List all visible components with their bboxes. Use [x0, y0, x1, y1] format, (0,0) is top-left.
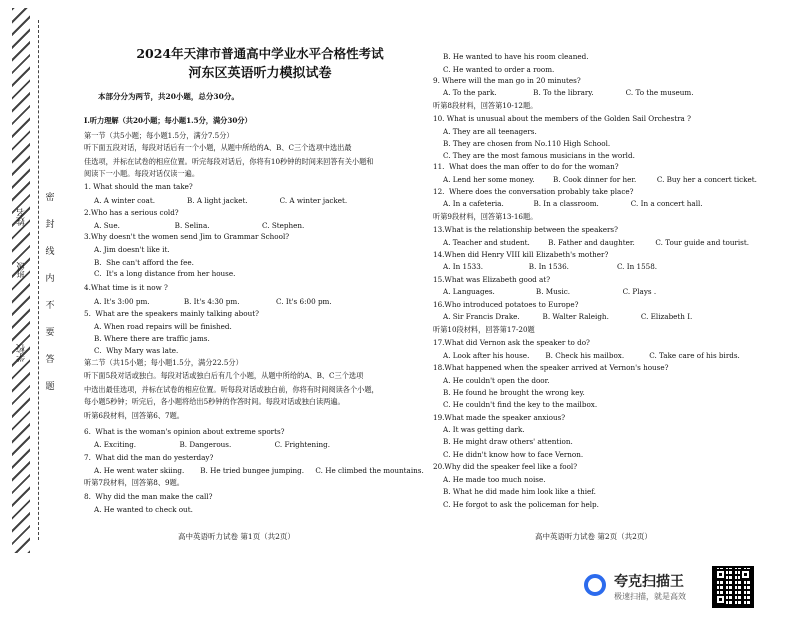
left-text-line: 听第6段材料，回答第6、7题。 — [84, 411, 184, 420]
left-text-line: A. It's 3:00 pm. B. It's 4:30 pm. C. It's 6:00 pm. — [94, 297, 332, 306]
left-text-line: A. When road repairs will be finished. — [94, 322, 232, 331]
left-text-line: 听下面5段对话或独白。每段对话或独白后有几个小题，从题中所给的A、B、C三个选项 — [84, 371, 364, 380]
right-text-line: A. They are all teenagers. — [443, 127, 537, 136]
left-text-line: 第二节（共15小题；每小题1.5分，满分22.5分） — [84, 358, 243, 367]
right-text-line: 听第8段材料，回答第10-12题。 — [433, 101, 538, 110]
exam-subtitle: 河东区英语听力模拟试卷 — [188, 66, 332, 81]
right-text-line: A. In a cafeteria. B. In a classroom. C. In a concert hall. — [443, 199, 703, 208]
seal-char: 要 — [45, 328, 55, 338]
right-text-line: 15.What was Elizabeth good at? — [433, 275, 551, 284]
hatch-pattern — [12, 8, 30, 553]
right-text-line: A. Sir Francis Drake. B. Walter Raleigh. C. Elizabeth I. — [443, 312, 693, 321]
name-label: 姓名 — [17, 208, 27, 226]
scanner-app-name: 夸克扫描王 — [614, 574, 684, 590]
right-text-line: A. Lend her some money. B. Cook dinner for her. C. Buy her a concert ticket. — [443, 175, 757, 184]
left-text-line: 中选出最佳选项，并标在试卷的相应位置。听每段对话或独白前，你将有时间阅读各个小题， — [84, 385, 379, 394]
right-text-line: B. They are chosen from No.110 High School. — [443, 139, 611, 148]
right-text-line: C. He didn't know how to face Vernon. — [443, 450, 584, 459]
left-text-line: 阅读下一小题。每段对话仅读一遍。 — [84, 169, 200, 178]
left-text-line: A. He wanted to check out. — [94, 505, 193, 514]
left-text-line: C. Why Mary was late. — [94, 346, 179, 355]
left-text-line: 3.Why doesn't the women send Jim to Grammar School? — [84, 232, 290, 241]
left-text-line: 第一节（共5小题；每小题1.5分，满分7.5分） — [84, 131, 234, 140]
seal-dashed-line — [38, 20, 39, 540]
right-text-line: B. He found he brought the wrong key. — [443, 388, 585, 397]
seal-char: 答 — [45, 355, 55, 365]
seal-char: 封 — [45, 220, 55, 230]
school-label: 学校 — [17, 344, 27, 362]
right-text-line: A. To the park. B. To the library. C. To the museum. — [443, 88, 694, 97]
exam-title: 2024年天津市普通高中学业水平合格性考试 — [136, 46, 384, 61]
right-text-line: 听第10段材料，回答第17-20题 — [433, 325, 535, 334]
left-text-line: 1. What should the man take? — [84, 182, 193, 191]
right-text-line: A. Teacher and student. B. Father and daughter. C. Tour guide and tourist. — [443, 238, 750, 247]
right-text-line: 20.Why did the speaker feel like a fool? — [433, 462, 578, 471]
right-text-line: A. Look after his house. B. Check his mailbox. C. Take care of his birds. — [443, 351, 740, 360]
left-text-line: A. Jim doesn't like it. — [94, 245, 170, 254]
right-text-line: B. What he did made him look like a thief. — [443, 487, 596, 496]
right-text-line: 18.What happened when the speaker arrived at Vernon's house? — [433, 363, 669, 372]
qr-finder — [715, 594, 726, 605]
left-text-line: 5. What are the speakers mainly talking about? — [84, 309, 259, 318]
scanner-slogan: 极速扫描，就是高效 — [614, 592, 686, 601]
right-text-line: C. They are the most famous musicians in the world. — [443, 151, 635, 160]
binding-margin — [8, 0, 68, 560]
left-text-line: B. She can't afford the fee. — [94, 258, 194, 267]
left-text-line: C. It's a long distance from her house. — [94, 269, 236, 278]
left-text-line: A. Exciting. B. Dangerous. C. Frightening. — [94, 440, 331, 449]
right-text-line: 16.Who introduced potatoes to Europe? — [433, 300, 579, 309]
left-text-line: 听第7段材料，回答第8、9题。 — [84, 478, 184, 487]
right-text-line: 10. What is unusual about the members of the Golden Sail Orchestra ? — [433, 114, 691, 123]
right-text-line: 12. Where does the conversation probably take place? — [433, 187, 634, 196]
qr-code-icon — [712, 566, 754, 608]
left-text-line: 6. What is the woman's opinion about extreme sports? — [84, 427, 285, 436]
page-footer-left: 高中英语听力试卷 第1页（共2页） — [178, 532, 295, 541]
left-text-line: B. Where there are traffic jams. — [94, 334, 210, 343]
seal-char: 题 — [45, 382, 55, 392]
left-text-line: 2.Who has a serious cold? — [84, 208, 179, 217]
seal-char: 内 — [45, 274, 55, 284]
class-label: 班级 — [16, 262, 25, 278]
scanner-watermark — [580, 568, 705, 608]
left-text-line: 听下面五段对话，每段对话后有一个小题，从题中所给的A、B、C三个选项中选出最 — [84, 143, 352, 152]
right-text-line: A. Languages. B. Music. C. Plays . — [443, 287, 657, 296]
right-text-line: C. He forgot to ask the policeman for help. — [443, 500, 599, 509]
qr-finder — [740, 569, 751, 580]
right-text-line: 17.What did Vernon ask the speaker to do? — [433, 338, 590, 347]
left-text-line: A. Sue. B. Selina. C. Stephen. — [94, 221, 305, 230]
left-text-line: 8. Why did the man make the call? — [84, 492, 213, 501]
left-text-line: 4.What time is it now ? — [84, 283, 168, 292]
right-text-line: A. He couldn't open the door. — [443, 376, 550, 385]
right-text-line: B. He might draw others' attention. — [443, 437, 573, 446]
scanner-logo-icon — [584, 574, 606, 596]
left-text-line: A. He went water skiing. B. He tried bungee jumping. C. He climbed the mountains. — [94, 466, 424, 475]
right-text-line: 9. Where will the man go in 20 minutes? — [433, 76, 581, 85]
right-text-line: B. He wanted to have his room cleaned. — [443, 52, 589, 61]
seal-char: 密 — [45, 193, 55, 203]
left-text-line: Ⅰ.听力理解（共20小题；每小题1.5分，满分30分） — [84, 116, 252, 125]
left-text-line: 佳选项，并标在试卷的相应位置。听完每段对话后，你将有10秒钟的时间来回答有关小题和 — [84, 157, 374, 166]
page-footer-right: 高中英语听力试卷 第2页（共2页） — [535, 532, 652, 541]
right-text-line: A. He made too much noise. — [443, 475, 546, 484]
seal-text — [45, 185, 55, 401]
right-text-line: 14.When did Henry VIII kill Elizabeth's mother? — [433, 250, 609, 259]
right-text-line: C. He wanted to order a room. — [443, 65, 555, 74]
right-text-line: A. It was getting dark. — [443, 425, 525, 434]
right-text-line: C. He couldn't find the key to the mailbox. — [443, 400, 598, 409]
right-text-line: 11. What does the man offer to do for the woman? — [433, 162, 619, 171]
right-text-line: 听第9段材料，回答第13-16题。 — [433, 212, 538, 221]
seal-char: 线 — [45, 247, 55, 257]
right-text-line: A. In 1533. B. In 1536. C. In 1558. — [443, 262, 658, 271]
exam-intro: 本部分分为两节，共20小题，总分30分。 — [98, 92, 239, 101]
right-text-line: 19.What made the speaker anxious? — [433, 413, 566, 422]
qr-finder — [715, 569, 726, 580]
left-text-line: A. A winter coat. B. A light jacket. C. A winter jacket. — [94, 196, 348, 205]
left-text-line: 7. What did the man do yesterday? — [84, 453, 214, 462]
seal-char: 不 — [45, 301, 55, 311]
right-text-line: 13.What is the relationship between the speakers? — [433, 225, 618, 234]
left-text-line: 每小题5秒钟；听完后，各小题将给出5秒钟的作答时间。每段对话或独白读两遍。 — [84, 397, 345, 406]
